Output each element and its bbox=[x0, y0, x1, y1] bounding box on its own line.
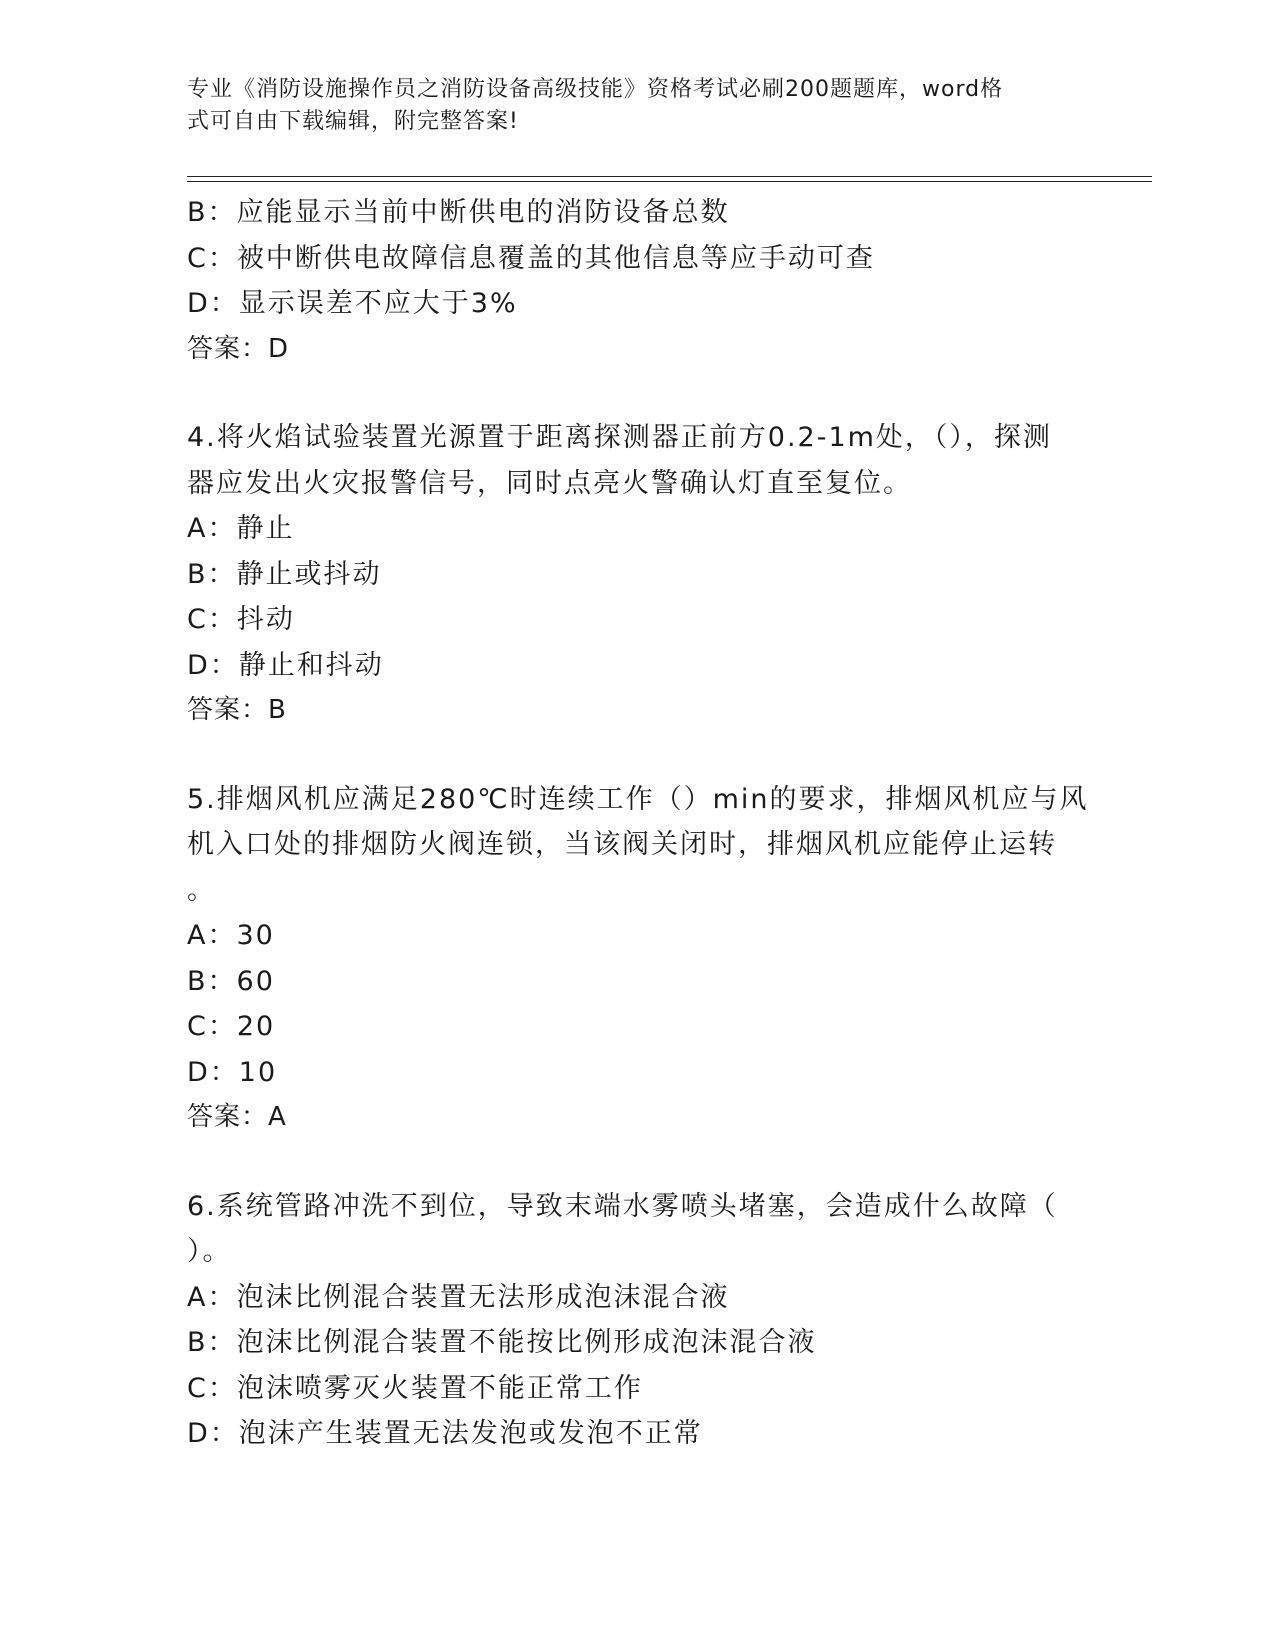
question-5 bbox=[187, 777, 1087, 1141]
option-b: B：60 bbox=[187, 965, 275, 997]
header-rule-top bbox=[187, 176, 1152, 177]
option-c: C：20 bbox=[187, 1011, 276, 1042]
question-stem-line: 5.排烟风机应满足280℃时连续工作（）min的要求，排烟风机应与风 bbox=[187, 783, 1089, 815]
question-stem-line: 器应发出火灾报警信号，同时点亮火警确认灯直至复位。 bbox=[187, 467, 912, 499]
question-stem-line: 6.系统管路冲洗不到位，导致末端水雾喷头堵塞，会造成什么故障（ bbox=[187, 1190, 1058, 1222]
option-c: C：被中断供电故障信息覆盖的其他信息等应手动可查 bbox=[187, 242, 875, 274]
option-d: D：泡沫产生装置无法发泡或发泡不正常 bbox=[187, 1418, 703, 1449]
question-6 bbox=[187, 1184, 1087, 1457]
option-b: B：泡沫比例混合装置不能按比例形成泡沫混合液 bbox=[187, 1327, 817, 1358]
option-a: A：静止 bbox=[187, 513, 295, 544]
answer: 答案：B bbox=[187, 695, 287, 725]
option-a: A：30 bbox=[187, 920, 275, 951]
header-line-1: 专业《消防设施操作员之消防设备高级技能》资格考试必刷200题题库，word格 bbox=[187, 77, 1004, 102]
question-4 bbox=[187, 415, 1087, 734]
spacer bbox=[187, 1141, 1087, 1184]
option-c: C：抖动 bbox=[187, 604, 295, 635]
option-a: A：泡沫比例混合装置无法形成泡沫混合液 bbox=[187, 1281, 730, 1313]
question-stem-line: ）。 bbox=[187, 1236, 232, 1267]
option-d: D：10 bbox=[187, 1056, 278, 1088]
question-stem-line: 机入口处的排烟防火阀连锁，当该阀关闭时，排烟风机应能停止运转 bbox=[187, 829, 1057, 860]
question-content bbox=[187, 190, 1087, 1457]
spacer bbox=[187, 734, 1087, 777]
option-c: C：泡沫喷雾灭火装置不能正常工作 bbox=[187, 1372, 643, 1404]
question-stem-line: 。 bbox=[187, 874, 216, 906]
answer: 答案：D bbox=[187, 333, 290, 364]
answer: 答案：A bbox=[187, 1102, 287, 1132]
option-b: B：静止或抖动 bbox=[187, 558, 382, 590]
question-stem-line: 4.将火焰试验装置光源置于距离探测器正前方0.2-1m处，（），探测 bbox=[187, 422, 1052, 453]
question-3 bbox=[187, 190, 1087, 372]
option-b: B：应能显示当前中断供电的消防设备总数 bbox=[187, 197, 730, 228]
header-line-2: 式可自由下载编辑，附完整答案! bbox=[187, 109, 519, 134]
page-header bbox=[187, 74, 1067, 138]
header-rule-bottom bbox=[187, 181, 1152, 182]
spacer bbox=[187, 372, 1087, 415]
option-d: D：显示误差不应大于3% bbox=[187, 288, 518, 319]
option-d: D：静止和抖动 bbox=[187, 649, 384, 681]
